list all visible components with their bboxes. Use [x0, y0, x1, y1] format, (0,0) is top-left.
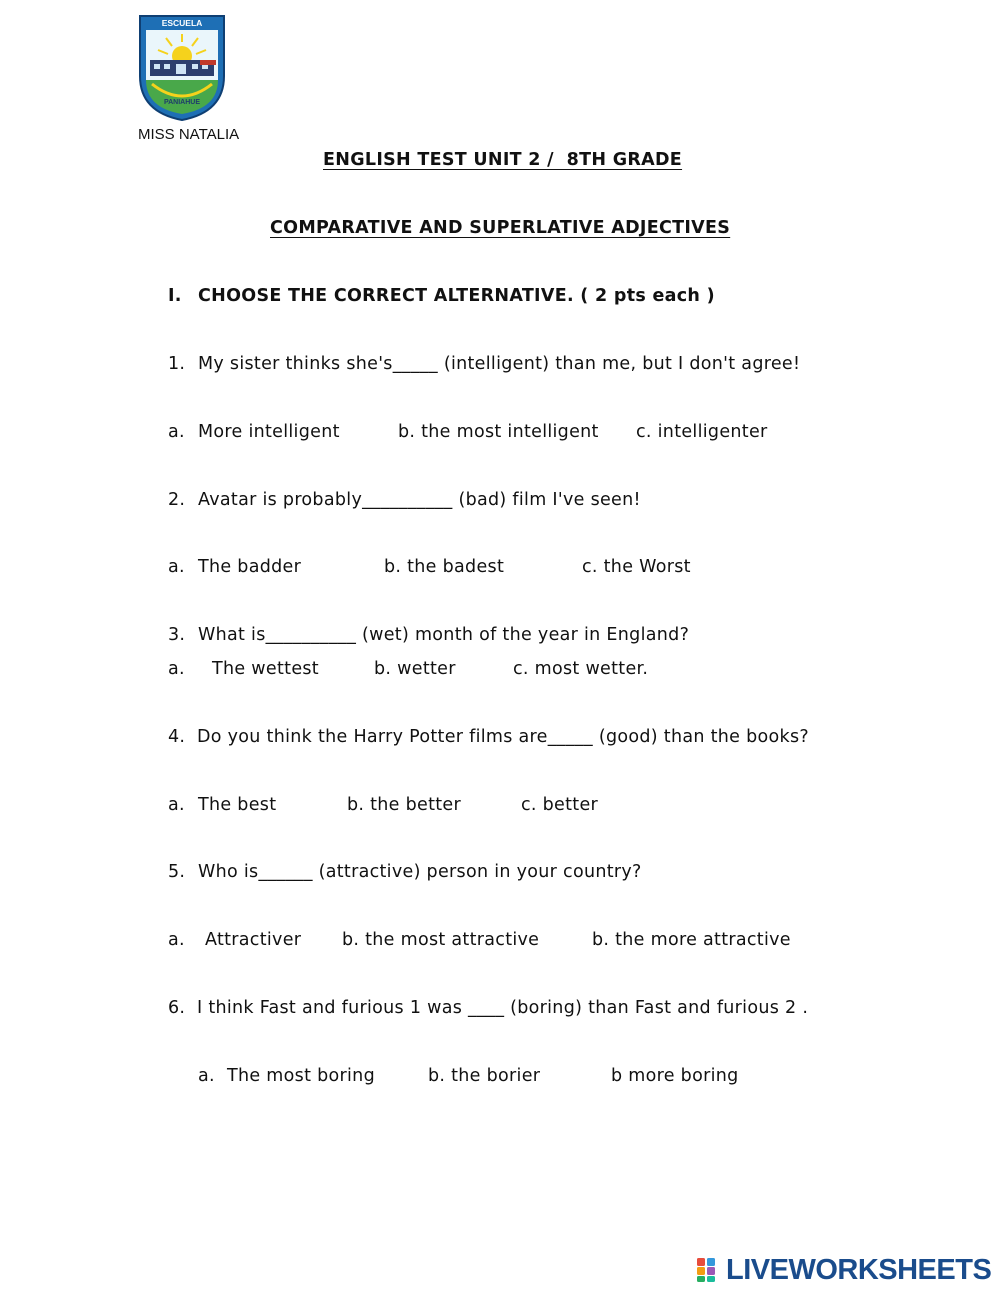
option-letter: a.	[168, 557, 185, 577]
liveworksheets-logo-icon	[695, 1256, 723, 1284]
question-number: 6.	[168, 998, 186, 1018]
option-a[interactable]: The wettest	[212, 659, 319, 679]
school-crest-icon	[136, 14, 228, 122]
question-text: I think Fast and furious 1 was ____ (boring) than Fast and furious 2 .	[197, 998, 809, 1018]
option-a[interactable]: Attractiver	[205, 930, 302, 950]
question-number: 3.	[168, 625, 186, 645]
question-text: Who is______ (attractive) person in your country?	[198, 862, 642, 882]
option-c[interactable]: c. intelligenter	[636, 422, 768, 442]
crest-top-text: ESCUELA	[161, 18, 203, 28]
option-letter: a.	[168, 659, 185, 679]
option-a[interactable]: More intelligent	[198, 422, 340, 442]
page-title: ENGLISH TEST UNIT 2 / 8TH GRADE	[323, 150, 683, 170]
option-a[interactable]: The badder	[198, 557, 302, 577]
page-subtitle: COMPARATIVE AND SUPERLATIVE ADJECTIVES	[270, 218, 731, 238]
option-b[interactable]: b. the better	[347, 795, 461, 815]
option-letter: a.	[168, 422, 185, 442]
question-text: Do you think the Harry Potter films are_____ (good) than the books?	[197, 727, 809, 747]
option-b[interactable]: b. the badest	[384, 557, 505, 577]
question-number: 1.	[168, 354, 186, 374]
option-b[interactable]: b. the most attractive	[342, 930, 540, 950]
question-text: Avatar is probably__________ (bad) film I've seen!	[198, 490, 641, 510]
teacher-name: MISS NATALIA	[138, 126, 240, 143]
option-b[interactable]: b. wetter	[374, 659, 456, 679]
option-letter: a.	[168, 795, 185, 815]
section-number: I.	[168, 286, 182, 306]
option-letter: a.	[198, 1066, 215, 1086]
question-number: 4.	[168, 727, 186, 747]
option-letter: a.	[168, 930, 185, 950]
question-text: What is__________ (wet) month of the year in England?	[198, 625, 690, 645]
question-number: 2.	[168, 490, 186, 510]
option-c[interactable]: b more boring	[611, 1066, 739, 1086]
option-c[interactable]: c. most wetter.	[513, 659, 649, 679]
option-a[interactable]: The best	[198, 795, 277, 815]
question-text: My sister thinks she's_____ (intelligent) than me, but I don't agree!	[198, 354, 801, 374]
option-c[interactable]: c. the Worst	[582, 557, 691, 577]
question-number: 5.	[168, 862, 186, 882]
option-c[interactable]: c. better	[521, 795, 599, 815]
crest-arc-text: PANIAHUE	[163, 99, 201, 106]
brand-text: LIVEWORKSHEETS	[726, 1253, 992, 1286]
liveworksheets-brand[interactable]	[695, 1253, 991, 1287]
option-c[interactable]: b. the more attractive	[592, 930, 791, 950]
option-a[interactable]: The most boring	[227, 1066, 375, 1086]
option-b[interactable]: b. the most intelligent	[398, 422, 599, 442]
section-instruction: CHOOSE THE CORRECT ALTERNATIVE. ( 2 pts each )	[198, 286, 715, 306]
option-b[interactable]: b. the borier	[428, 1066, 541, 1086]
